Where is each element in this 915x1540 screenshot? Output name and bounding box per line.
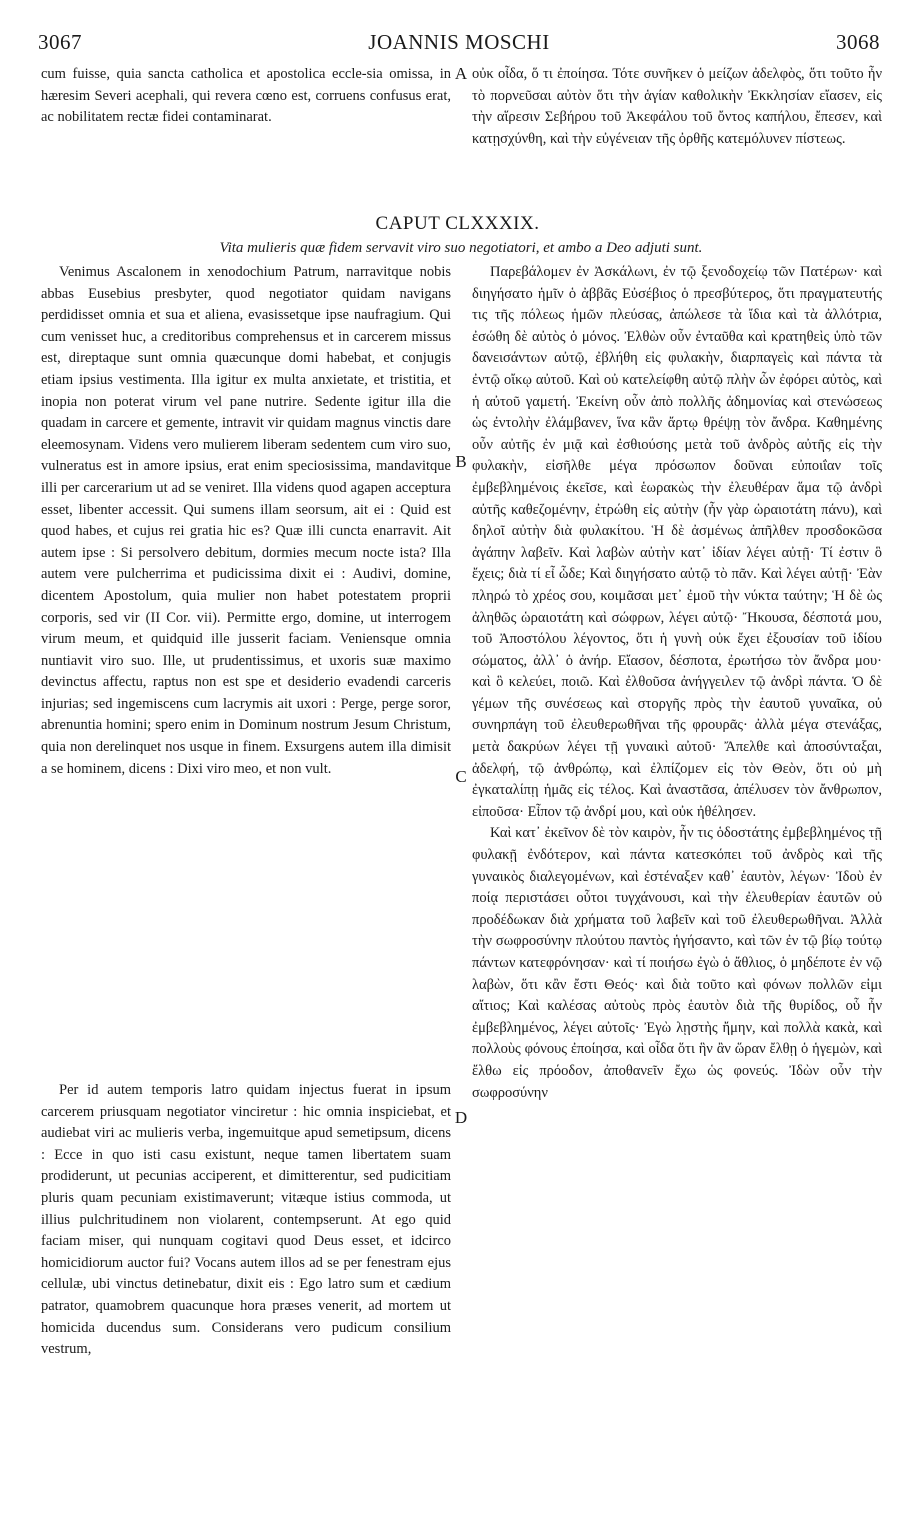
greek-paragraph: Καὶ κατ᾽ ἐκεῖνον δὲ τὸν καιρὸν, ἦν τις ὁδοστάτης ἐμβεβλημένος τῇ φυλακῇ ἐνδότερον, καὶ πάντα κατεσκόπει τοῦ ἀνδρὸς καὶ τῆς γυναικὸς διαλεγομένων, καὶ ἐστέναξεν καθ᾽ ἑαυτὸν, λέγων· Ἰδοὺ ἐν ποίᾳ περιστάσει οὗτοι τυγχάνουσι, καὶ τὴν ἐλευθερίαν ἑαυτῶν οὐ προδέδωκαν διὰ χρήματα τοῦ λαβεῖν καὶ τοῦ ἐλευθερωθῆναι. Ἀλλὰ τὴν σωφροσύνην πλούτου παντὸς ἡγήσαντο, καὶ τῶν ἐν τῷ βίῳ τούτῳ πάντων κατεφρόνησαν· καὶ τί ποιήσω ἐγὼ ὁ ἄθλιος, ὁ μηδέποτε ἐν νῷ λαβὼν, ὅτι κἂν ἔστι Θεός· καὶ διὰ τοῦτο καὶ φόνων πολλῶν εἰμι αἴτιος; Καὶ καλέσας αὐτοὺς πρὸς ἑαυτὸν διὰ τῆς θυρίδος, οὗ ἦν ἐμβεβλημένος, λέγει αὐτοῖς· Ἐγὼ λῃστὴς ἤμην, καὶ πολλὰ κακὰ, καὶ πολλοὺς φόνους ἐποίησα, καὶ οἶδα ὅτι ἣν ἂν ὥραν ἔλθῃ ὁ ἡγεμὼν, καὶ ἔλθω εἰς πρόοδον, ἀποθανεῖν ἔχω ὡς φονεύς. Ἰδὼν οὖν τὴν σωφροσύνην [472,825,882,1101]
left-page-number: 3067 [38,30,82,54]
latin-top-text [41,64,451,129]
margin-marker-c: C [455,767,467,786]
greek-main-column [472,262,882,1104]
page-header [38,30,880,58]
latin-second-column [41,1080,451,1361]
latin-top-paragraph: cum fuisse, quia sancta catholica et apostolica eccle-sia omissa, in hæresim Severi acephali, qui revera cœno est, corruens confusus erat, ac nobilitatem rectæ fidei contaminarat. [41,66,451,126]
chapter-subtitle: Vita mulieris quæ fidem servavit viro suo negotiatori, et ambo a Deo adjuti sunt. [219,240,703,256]
margin-marker-d: D [454,1108,468,1127]
latin-main-column [41,262,451,780]
margin-marker-b: B [455,452,467,471]
greek-paragraph: Παρεβάλομεν ἐν Ἀσκάλωνι, ἐν τῷ ξενοδοχείῳ τῶν Πατέρων· καὶ διηγήσατο ἡμῖν ὁ ἀββᾶς Εὐσέβιος ὁ πρεσβύτερος, ὅτι πραγματευτής τις τῆς πόλεως ἡμῶν πλεύσας, ἀπώλεσε τὰ ἴδια καὶ τὰ ἀλλότρια, ἐσώθη δὲ αὐτὸς ὁ μόνος. Ἐλθὼν οὖν ἐνταῦθα καὶ κρατηθεὶς ὑπὸ τῶν δανεισάντων αὐτῷ, ἐβλήθη εἰς φυλακὴν, διαρπαγεὶς καὶ πάντα τὰ ἐντῷ οἴκῳ αὐτοῦ. Καὶ οὐ κατελείφθη αὐτῷ πλὴν ὧν ἐφόρει αὐτὸς, καὶ ἡ αὐτοῦ γαμετή. Ἐκείνη οὖν ἀπὸ πολλῆς ἀδημονίας καὶ στενώσεως ὡς ἐντολὴν ἐλάμβανεν, ἵνα κἂν ἄρτῳ θρέψῃ τὸν ἄνδρα. Καθημένης οὖν αὐτῆς ἐν μιᾷ καὶ ἐσθιούσης μετὰ τοῦ ἀνδρὸς αὐτῆς εἰς τὴν φυλακὴν, εἰσῆλθε μέγα πρόσωπον δοῦναι εὐποιΐαν τοῖς ἐμβεβλημένοις ἐκεῖσε, καὶ ἑωρακὼς τὴν ἐλευθέραν ἅμα τῷ ἀνδρὶ αὐτῆς καθεζομένην, ἐτρώθη εἰς αὐτὴν (ἦν γὰρ ὡραιοτάτη πάνυ), καὶ δηλοῖ αὐτὴν διὰ φυλακίτου. Ἡ δὲ ἀσμένως ἀπῆλθεν προσδοκῶσα ἀγάπην λαβεῖν. Καὶ λαβὼν αὐτὴν κατ᾽ ἰδίαν λέγει αὐτῇ· Τί ἐστιν ὃ ἔχεις; διὰ τί εἶ ὧδε; Καὶ διηγήσατο αὐτῷ τὸ πᾶν. Καὶ λέγει αὐτῇ· Ἐὰν πληρώ τὸ χρέος σου, κοιμᾶσαι μετ᾽ ἐμοῦ τὴν νύκτα ταύτην; Ἡ δὲ ὡς ἀληθῶς ὡραιοτάτη καὶ σώφρων, λέγει αὐτῷ· Ἤκουσα, δέσποτά μου, τοῦ Ἀποστόλου λέγοντος, ὅτι ἡ γυνὴ οὐκ ἔχει ἐξουσίαν τοῦ ἰδίου σώματος, ἀλλ᾽ ὁ ἀνήρ. Εἴασον, δέσποτα, ἐρωτήσω τὸν ἄνδρα μου· καὶ ὃ κελεύει, ποιῶ. Καὶ ἐλθοῦσα ἀνήγγειλεν τῷ ἀνδρὶ πάντα. Ὁ δὲ γέμων τῆς συνέσεως καὶ στοργῆς πρὸς τὴν ἑαυτοῦ γυναῖκα, οὐ συνηρπάγη τοῦ ἐλευθερωθῆναι τῆς φρουρᾶς· ἀλλὰ μέγα στενάξας, μετὰ δακρύων λέγει τῇ γυναικὶ αὐτοῦ· Ἄπελθε καὶ ἀποσύνταξαι, ἀδελφή, τῷ ἀνθρώπῳ, καὶ ἐλπίζομεν εἰς τὸν Θεὸν, ὅτι οὐ μὴ ἐγκαταλίπῃ ἡμᾶς εἰς τέλος. Καὶ ἀναστᾶσα, ἀπέλυσεν τὸν ἄνθρωπον, εἰποῦσα· Εἶπον τῷ ἀνδρί μου, καὶ οὐκ ἠθέλησεν. [472,264,882,820]
right-page-number: 3068 [836,30,880,54]
chapter-heading: CAPUT CLXXXIX. [375,213,540,234]
greek-top-text [472,64,882,150]
latin-paragraph: Venimus Ascalonem in xenodochium Patrum, narravitque nobis abbas Eusebius presbyter, quod negotiator quidam navigans perdidisset omnia et sua et aliena, evasissetque ipse naufragium. Qui cum venisset huc, a creditoribus comprehensus et in carcerem missus est, direptaque sunt omnia quæcunque domi habebat, et conjugis etiam ipsius vestimenta. Illa igitur ex multa anxietate, et tristitia, et inopia non poterat virum vel pane nutrire. Sedente igitur illa die quadam in carcere et gemente, intravit vir quidam magnus vinctis dare eleemosynam. Videns vero mulierem liberam sedentem cum viro suo, vulneratus est in amore ipsius, erat enim speciosissima, mandavitque illi per carcerarium ut ad se veniret. Illa videns quod agapen acceptura esset, libenter accessit. Qui sumens illam seorsum, ait ei : Quid est quod habes, et cujus rei gratia hic es? Quæ illi cuncta enarravit. Ait autem ipse : Si persolvero debitum, dormies mecum nocte ista? Illa autem vere pulcherrima et pudicissima dixit ei : Audivi, domine, dicentem Apostolum, quia mulier non habet potestatem proprii corporis, sed vir (II Cor. vii). Permitte ergo, domine, ut interrogem virum meum, et quidquid ille jusserit faciam. Veniensque omnia nuntiavit viro suo. Ille, ut prudentissimus, et uxoris suæ maximo devinctus affectu, raptus non est spe et desiderio evadendi carceris injurias; sed ingemiscens cum lacrymis ait uxori : Perge, perge soror, abrenuntia homini; spero enim in Dominum nostrum Jesum Christum, quia non derelinquet nos usque in finem. Exsurgens autem illa dimisit a se hominem, dicens : Dixi viro meo, et non vult. [41,264,451,777]
running-title: JOANNIS MOSCHI [368,30,550,54]
greek-top-paragraph: οὐκ οἶδα, ὅ τι ἐποίησα. Τότε συνῆκεν ὁ μείζων ἀδελφὸς, ὅτι τοῦτο ἦν τὸ πορνεῦσαι αὐτὸν ὅτι τὴν ἁγίαν καθολικὴν Ἐκκλησίαν εἴασεν, εἰς τὴν αἵρεσιν Σεβήρου τοῦ Ἀκεφάλου τοῦ ὄντος καπήλου, ἔπεσεν, καὶ κατῃσχύνθη, καὶ τὴν εὐγένειαν τῆς ὀρθῆς κατεμόλυνεν πίστεως. [472,66,882,147]
margin-marker-a: A [454,64,468,83]
latin-paragraph: Per id autem temporis latro quidam injectus fuerat in ipsum carcerem priusquam negotiator vinciretur : hic omnia inspiciebat, et audiebat viri ac mulieris verba, ingemuitque apud semetipsum, dicens : Ecce in quo isti casu existunt, neque tamen libertatem suam prodiderunt, ut pecunias acciperent, et dimitterentur, sed pudicitiam pluris quam pecuniam existimaverunt; vitæque istius commoda, ut illius pulchritudinem non violarent, contempserunt. At ego quid faciam miser, qui nunquam cogitavi quod Deus esset, et idcirco homicidiorum auctor fui? Vocans autem illos ad se per fenestram ejus cellulæ, ubi vinctus detinebatur, dixit eis : Ego latro sum et cædium patrator, quamobrem quacunque hora præses venerit, ad mortem ut homicida ducendus sum. Considerans vero pudicum consilium vestrum, [41,1082,451,1358]
